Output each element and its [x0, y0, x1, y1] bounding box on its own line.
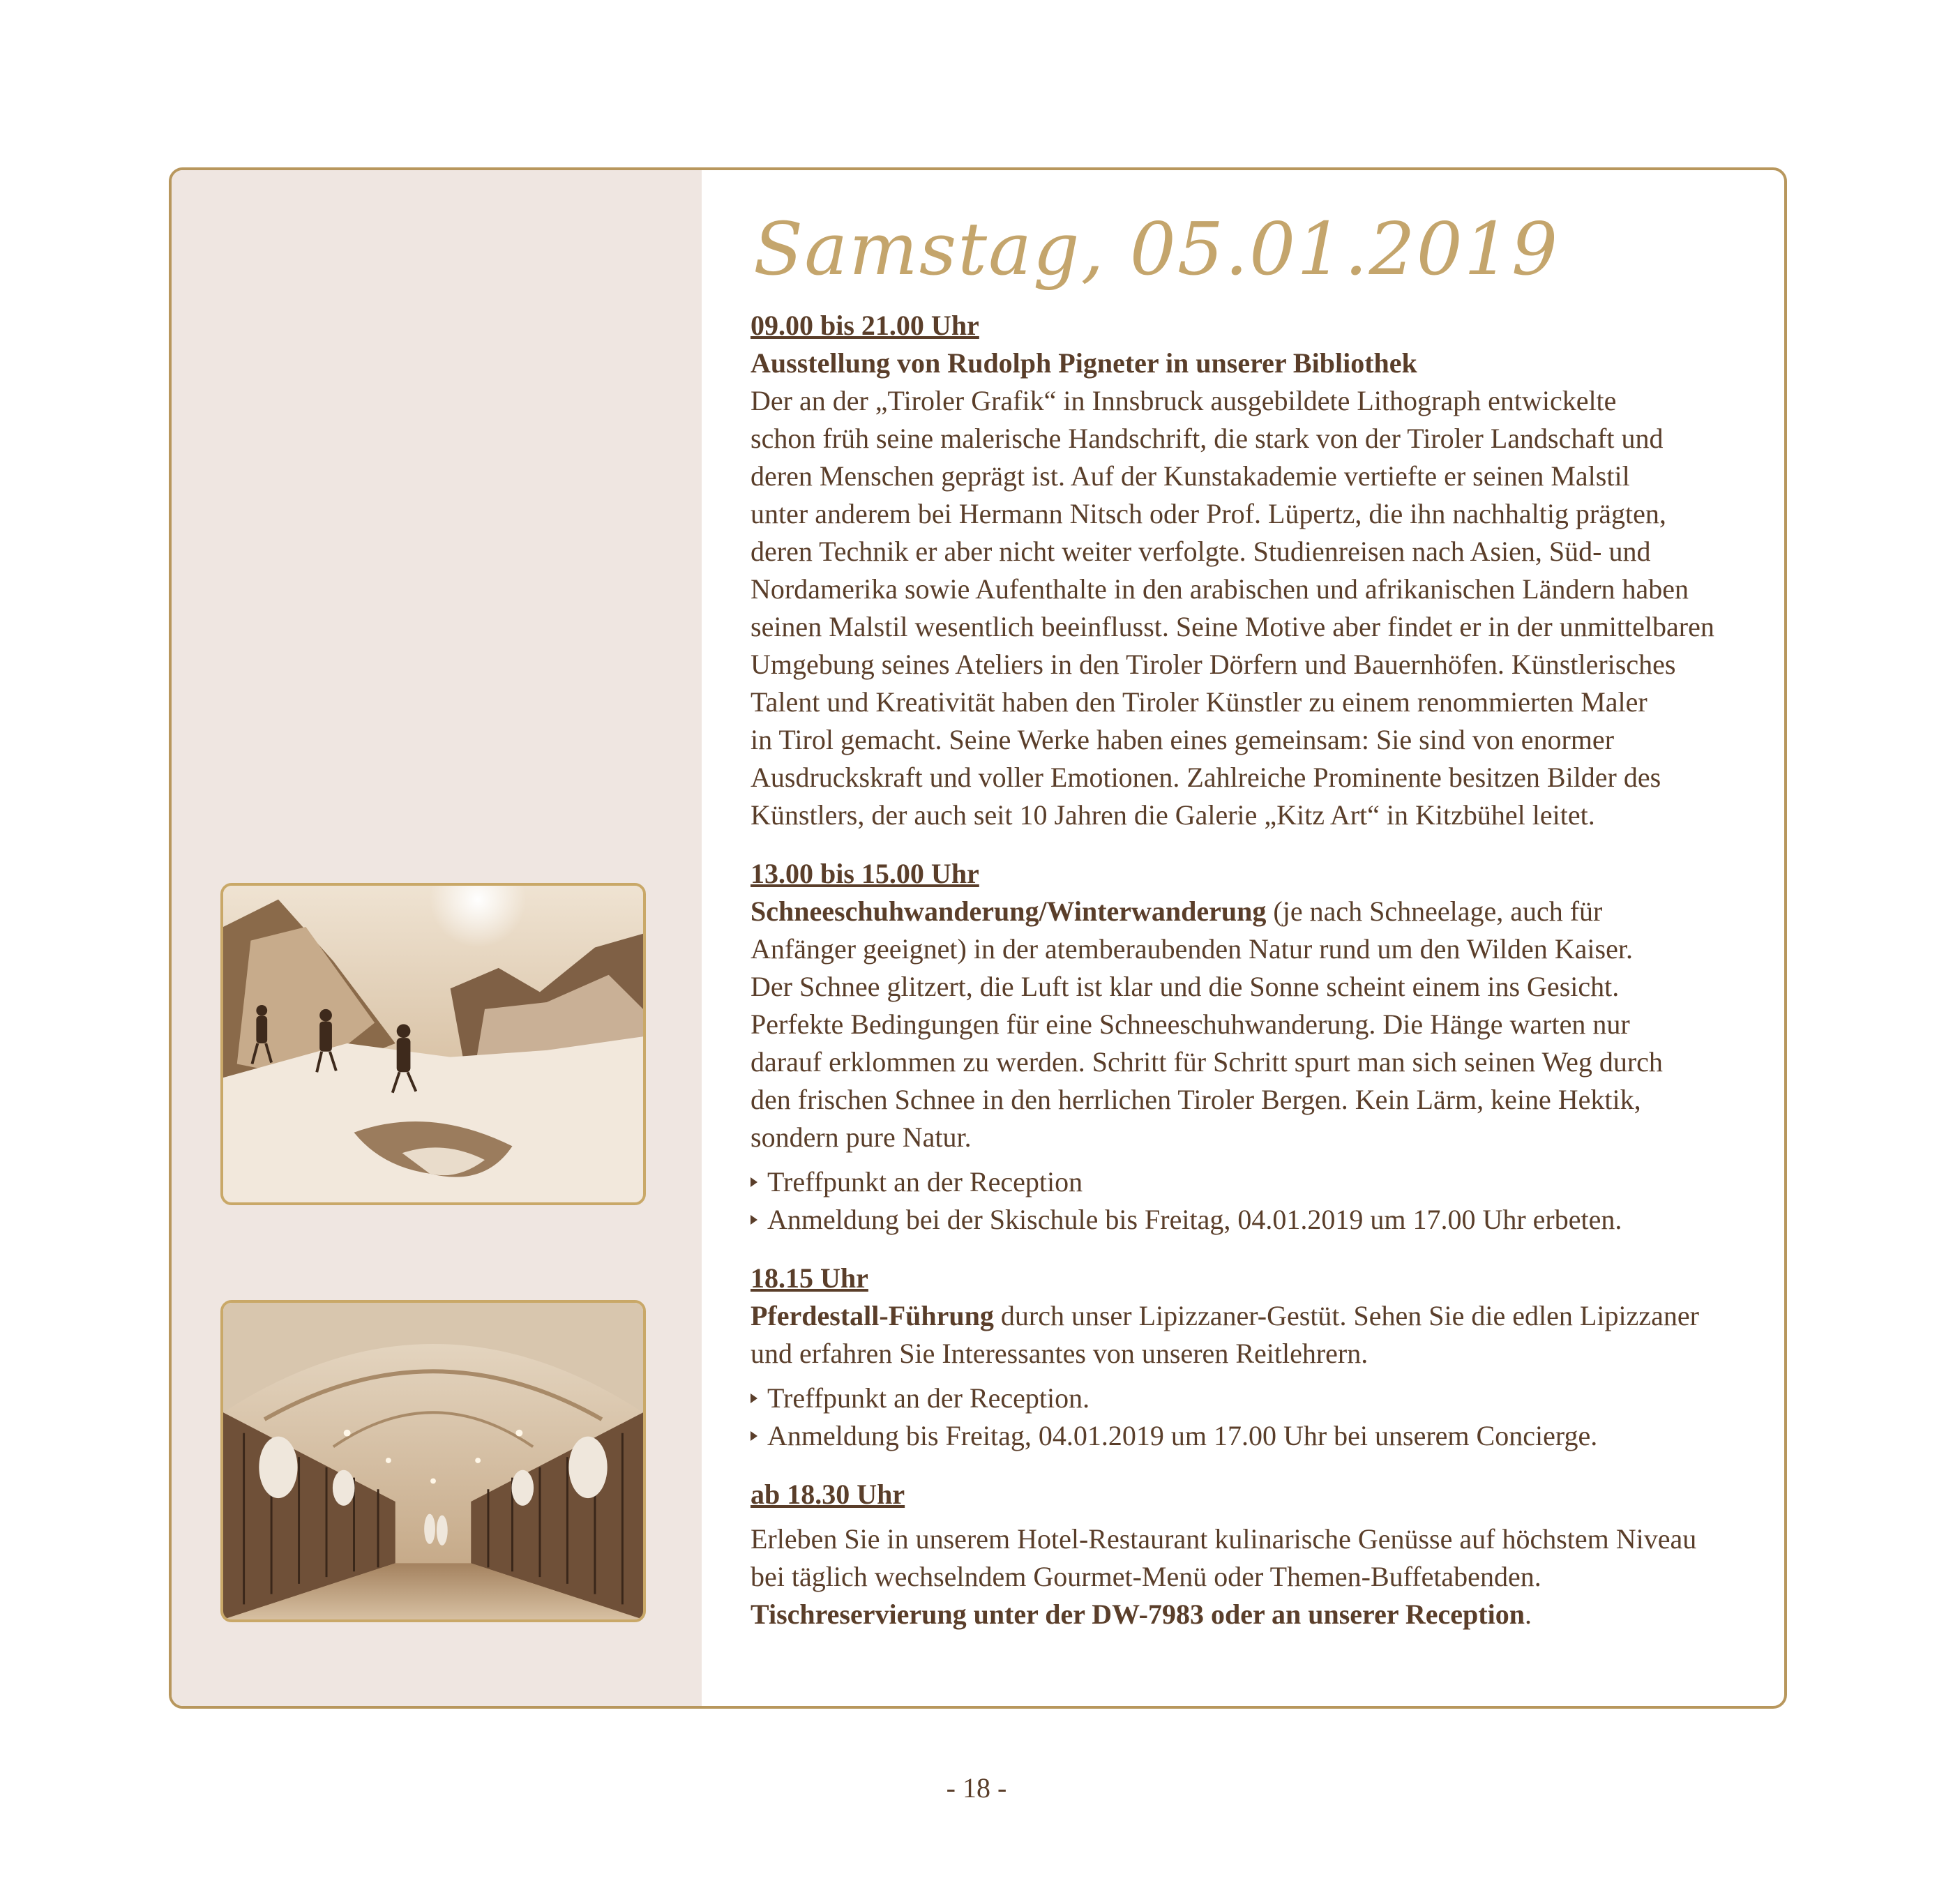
snowshoe-hikers-photo: [220, 883, 646, 1205]
body-line: sondern pure Natur.: [751, 1121, 972, 1153]
section-time: ab 18.30 Uhr: [751, 1479, 905, 1510]
body-line: Ausdruckskraft und voller Emotionen. Zahlreiche Prominente besitzen Bilder des: [751, 762, 1661, 793]
horse-stable-photo: [220, 1300, 646, 1622]
section-time: 18.15 Uhr: [751, 1262, 868, 1294]
body-line: und erfahren Sie Interessantes von unseren Reitlehrern.: [751, 1338, 1368, 1369]
body-line: Erleben Sie in unserem Hotel-Restaurant kulinarische Genüsse auf höchstem Niveau: [751, 1523, 1697, 1555]
left-panel: [172, 170, 702, 1706]
body-line: deren Menschen geprägt ist. Auf der Kunstakademie vertiefte er seinen Malstil: [751, 460, 1630, 492]
body-line: Nordamerika sowie Aufenthalte in den arabischen und afrikanischen Ländern haben: [751, 573, 1689, 605]
reservation-line: Tischreservierung unter der DW-7983 oder an unserer Reception.: [751, 1599, 1532, 1630]
bullet-item: Anmeldung bis Freitag, 04.01.2019 um 17.00 Uhr bei unserem Concierge.: [751, 1417, 1769, 1455]
section-time: 13.00 bis 15.00 Uhr: [751, 858, 979, 889]
section-title: Schneeschuhwanderung/Winterwanderung (je nach Schneelage, auch für: [751, 896, 1603, 927]
bullet-item: Anmeldung bei der Skischule bis Freitag, 04.01.2019 um 17.00 Uhr erbeten.: [751, 1201, 1769, 1239]
body-line: Künstlers, der auch seit 10 Jahren die Galerie „Kitz Art“ in Kitzbühel leitet.: [751, 799, 1595, 831]
section-time: 09.00 bis 21.00 Uhr: [751, 310, 979, 341]
section-snowshoe-hike: [751, 855, 1769, 1239]
section-title: Ausstellung von Rudolph Pigneter in unserer Bibliothek: [751, 347, 1417, 379]
body-line: Der Schnee glitzert, die Luft ist klar und die Sonne scheint einem ins Gesicht.: [751, 971, 1620, 1002]
body-line: den frischen Schnee in den herrlichen Tiroler Bergen. Kein Lärm, keine Hektik,: [751, 1084, 1641, 1115]
bullet-item: Treffpunkt an der Reception: [751, 1163, 1769, 1201]
content-column: [751, 307, 1769, 1654]
body-line: seinen Malstil wesentlich beeinflusst. Seine Motive aber findet er in der unmittelbaren: [751, 611, 1714, 642]
section-exhibition: [751, 307, 1769, 834]
body-line: Der an der „Tiroler Grafik“ in Innsbruck ausgebildete Lithograph entwickelte: [751, 385, 1617, 416]
bullet-list: [751, 1163, 1769, 1239]
body-line: Talent und Kreativität haben den Tiroler Künstler zu einem renommierten Maler: [751, 686, 1647, 718]
body-line: unter anderem bei Hermann Nitsch oder Prof. Lüpertz, die ihn nachhaltig prägten,: [751, 498, 1666, 529]
body-line: Umgebung seines Ateliers in den Tiroler Dörfern und Bauernhöfen. Künstlerisches: [751, 649, 1676, 680]
section-stable-tour: [751, 1260, 1769, 1455]
bullet-item: Treffpunkt an der Reception.: [751, 1380, 1769, 1417]
section-title: Pferdestall-Führung durch unser Lipizzaner-Gestüt. Sehen Sie die edlen Lipizzaner: [751, 1300, 1699, 1331]
body-line: in Tirol gemacht. Seine Werke haben eines gemeinsam: Sie sind von enormer: [751, 724, 1615, 755]
body-line: Perfekte Bedingungen für eine Schneeschuhwanderung. Die Hänge warten nur: [751, 1008, 1630, 1040]
body-line: bei täglich wechselndem Gourmet-Menü oder Themen-Buffetabenden.: [751, 1561, 1541, 1592]
section-dinner: [751, 1476, 1769, 1633]
body-line: Anfänger geeignet) in der atemberaubenden Natur rund um den Wilden Kaiser.: [751, 933, 1633, 965]
body-line: schon früh seine malerische Handschrift, die stark von der Tiroler Landschaft und: [751, 423, 1664, 454]
page-number: - 18 -: [946, 1772, 1007, 1804]
page-heading: Samstag, 05.01.2019: [753, 206, 1560, 292]
body-line: deren Technik er aber nicht weiter verfolgte. Studienreisen nach Asien, Süd- und: [751, 536, 1651, 567]
body-line: darauf erklommen zu werden. Schritt für Schritt spurt man sich seinen Weg durch: [751, 1046, 1663, 1078]
bullet-list: [751, 1380, 1769, 1455]
